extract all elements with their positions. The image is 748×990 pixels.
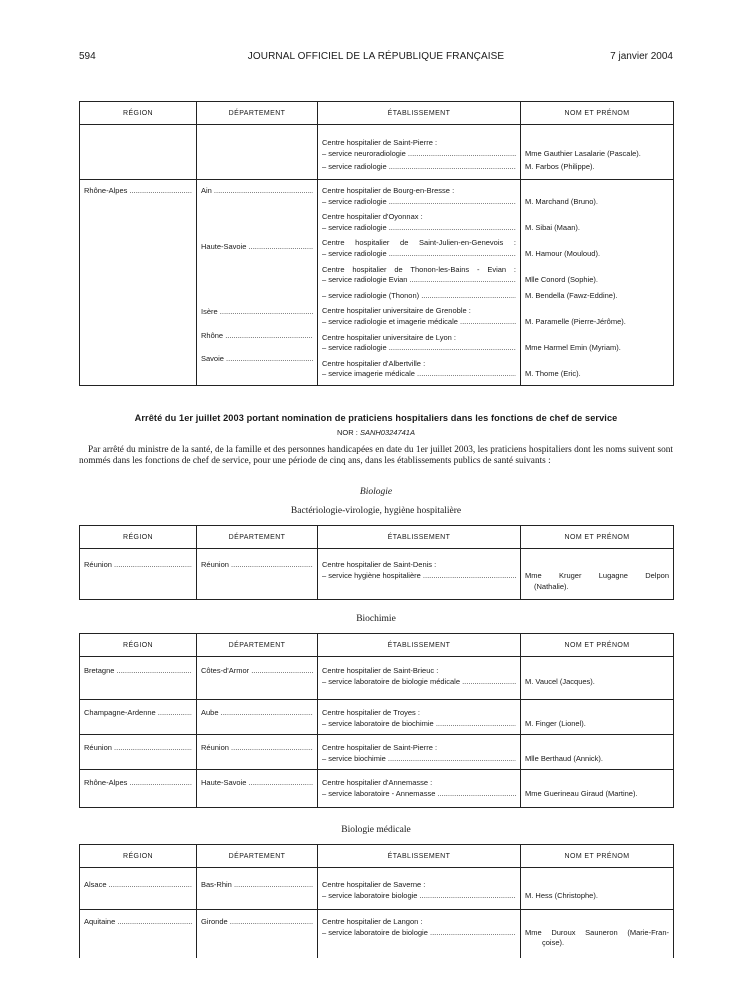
- table-row: [80, 868, 674, 910]
- region-cell: [80, 125, 197, 180]
- col-header-region: RÉGION: [80, 845, 197, 868]
- table-row: [80, 700, 674, 735]
- departement-cell: Réunion .....: [197, 735, 318, 770]
- col-header-etablissement: ÉTABLISSEMENT: [318, 526, 521, 549]
- page-number: 594: [79, 51, 96, 62]
- etablissement-cell: Centre hospitalier de Saverne : – service laboratoire biologie .....: [318, 868, 521, 910]
- nom-cell: M. Vaucel (Jacques).: [521, 657, 674, 700]
- nom-cell: Mme Kruger Lugagne Delpon (Nathalie).: [521, 549, 674, 600]
- etablissement-cell: Centre hospitalier de Saint-Pierre : – service neuroradiologie ..... – service radiologie .....: [318, 125, 521, 180]
- region-cell: Rhône-Alpes .....: [80, 180, 197, 386]
- table-header-row: [80, 845, 674, 868]
- table-row: [80, 180, 674, 386]
- col-header-departement: DÉPARTEMENT: [197, 102, 318, 125]
- etablissement-cell: Centre hospitalier de Saint-Denis : – service hygiène hospitalière .....: [318, 549, 521, 600]
- nor-label: NOR :: [337, 428, 358, 437]
- departement-cell: Bas-Rhin .....: [197, 868, 318, 910]
- col-header-region: RÉGION: [80, 526, 197, 549]
- table-row: [80, 770, 674, 808]
- nom-cell: M. Hess (Christophe).: [521, 868, 674, 910]
- col-header-departement: DÉPARTEMENT: [197, 634, 318, 657]
- col-header-etablissement: ÉTABLISSEMENT: [318, 845, 521, 868]
- table-header-row: [80, 102, 674, 125]
- departement-cell: Réunion .....: [197, 549, 318, 600]
- table-header-row: [80, 634, 674, 657]
- col-header-departement: DÉPARTEMENT: [197, 845, 318, 868]
- etablissement-cell: Centre hospitalier de Bourg-en-Bresse : – service radiologie ..... Centre hospitalier d'Oyonnax : – service radiologie ..... Centre hospitalier de Saint-Julien-en-Genevois : – service radiologie ..... Centre hospitalier de Thonon-les-Bains - Evian : – service radiologie Evian ..... – service radiologie (Thonon) ..... Centre hospitalier universitaire de Grenoble : – service radiologie et imagerie médicale ..... Centre hospitalier universitaire de Lyon : – service radiologie ..... Centre hospitalier d'Albertville : – service imagerie médicale .....: [318, 180, 521, 386]
- section-bacteriologie: Bactériologie-virologie, hygiène hospitalière: [290, 506, 462, 516]
- etablissement-cell: Centre hospitalier de Troyes : – service laboratoire de biochimie .....: [318, 700, 521, 735]
- departement-cell: Aube .....: [197, 700, 318, 735]
- etablissement-cell: Centre hospitalier de Saint-Pierre : – service biochimie .....: [318, 735, 521, 770]
- etablissement-cell: Centre hospitalier de Saint-Brieuc : – service laboratoire de biologie médicale .....: [318, 657, 521, 700]
- departement-cell: Ain ..... Haute-Savoie ..... Isère ..... Rhône ..... Savoie .....: [197, 180, 318, 386]
- table-row: [80, 657, 674, 700]
- arrete-paragraph: Par arrêté du ministre de la santé, de la famille et des personnes handicapées en date du 1er juillet 2003, les praticiens hospitaliers dont les noms suivent sont nommés dans les fonctions de chef de service, pour une période de cinq ans, dans les établissements publics de santé suivants :: [79, 445, 673, 466]
- table-header-row: [80, 526, 674, 549]
- nor-code: SANH0324741A: [359, 428, 415, 437]
- section-biochimie: Biochimie: [356, 614, 396, 624]
- radiology-table: [79, 101, 674, 386]
- nom-cell: M. Finger (Lionel).: [521, 700, 674, 735]
- region-cell: Bretagne .....: [80, 657, 197, 700]
- region-cell: Alsace .....: [80, 868, 197, 910]
- table-row: [80, 549, 674, 600]
- nom-cell: Mme Guerineau Giraud (Martine).: [521, 770, 674, 808]
- col-header-nom: NOM ET PRÉNOM: [521, 845, 674, 868]
- col-header-region: RÉGION: [80, 102, 197, 125]
- nom-cell: Mme Gauthier Lasalarie (Pascale). M. Farbos (Philippe).: [521, 125, 674, 180]
- departement-cell: [197, 125, 318, 180]
- arrete-title: Arrêté du 1er juillet 2003 portant nomination de praticiens hospitaliers dans les fonctions de chef de service: [134, 413, 618, 423]
- region-cell: Réunion .....: [80, 735, 197, 770]
- issue-date: 7 janvier 2004: [610, 51, 673, 62]
- col-header-nom: NOM ET PRÉNOM: [521, 102, 674, 125]
- section-biologie-medicale: Biologie médicale: [341, 825, 411, 835]
- region-cell: Réunion .....: [80, 549, 197, 600]
- table-row: [80, 910, 674, 958]
- page-header: [79, 51, 673, 65]
- table-row: [80, 735, 674, 770]
- col-header-nom: NOM ET PRÉNOM: [521, 526, 674, 549]
- bacteriologie-table: [79, 525, 674, 600]
- departement-cell: Haute-Savoie .....: [197, 770, 318, 808]
- col-header-etablissement: ÉTABLISSEMENT: [318, 634, 521, 657]
- region-cell: Rhône-Alpes .....: [80, 770, 197, 808]
- nom-cell: Mlle Berthaud (Annick).: [521, 735, 674, 770]
- region-cell: Champagne-Ardenne .....: [80, 700, 197, 735]
- nom-cell: M. Marchand (Bruno). M. Sibai (Maan). M. Hamour (Mouloud). Mlle Conord (Sophie). M. Bendella (Fawz-Eddine). M. Paramelle (Pierre-Jérôme). Mme Harmel Emin (Myriam). M. Thome (Eric).: [521, 180, 674, 386]
- biochimie-table: [79, 633, 674, 808]
- nor-reference: [79, 428, 673, 437]
- etablissement-cell: Centre hospitalier de Langon : – service laboratoire de biologie .....: [318, 910, 521, 958]
- table-row: [80, 125, 674, 180]
- departement-cell: Côtes-d'Armor .....: [197, 657, 318, 700]
- col-header-etablissement: ÉTABLISSEMENT: [318, 102, 521, 125]
- journal-title: JOURNAL OFFICIEL DE LA RÉPUBLIQUE FRANÇAISE: [247, 51, 505, 62]
- col-header-nom: NOM ET PRÉNOM: [521, 634, 674, 657]
- section-biologie: Biologie: [359, 487, 393, 497]
- etablissement-cell: Centre hospitalier d'Annemasse : – service laboratoire - Annemasse .....: [318, 770, 521, 808]
- departement-cell: Gironde .....: [197, 910, 318, 958]
- region-cell: Aquitaine .....: [80, 910, 197, 958]
- biologie-medicale-table: [79, 844, 674, 958]
- col-header-departement: DÉPARTEMENT: [197, 526, 318, 549]
- nom-cell: Mme Duroux Sauneron (Marie-Fran- çoise).: [521, 910, 674, 958]
- col-header-region: RÉGION: [80, 634, 197, 657]
